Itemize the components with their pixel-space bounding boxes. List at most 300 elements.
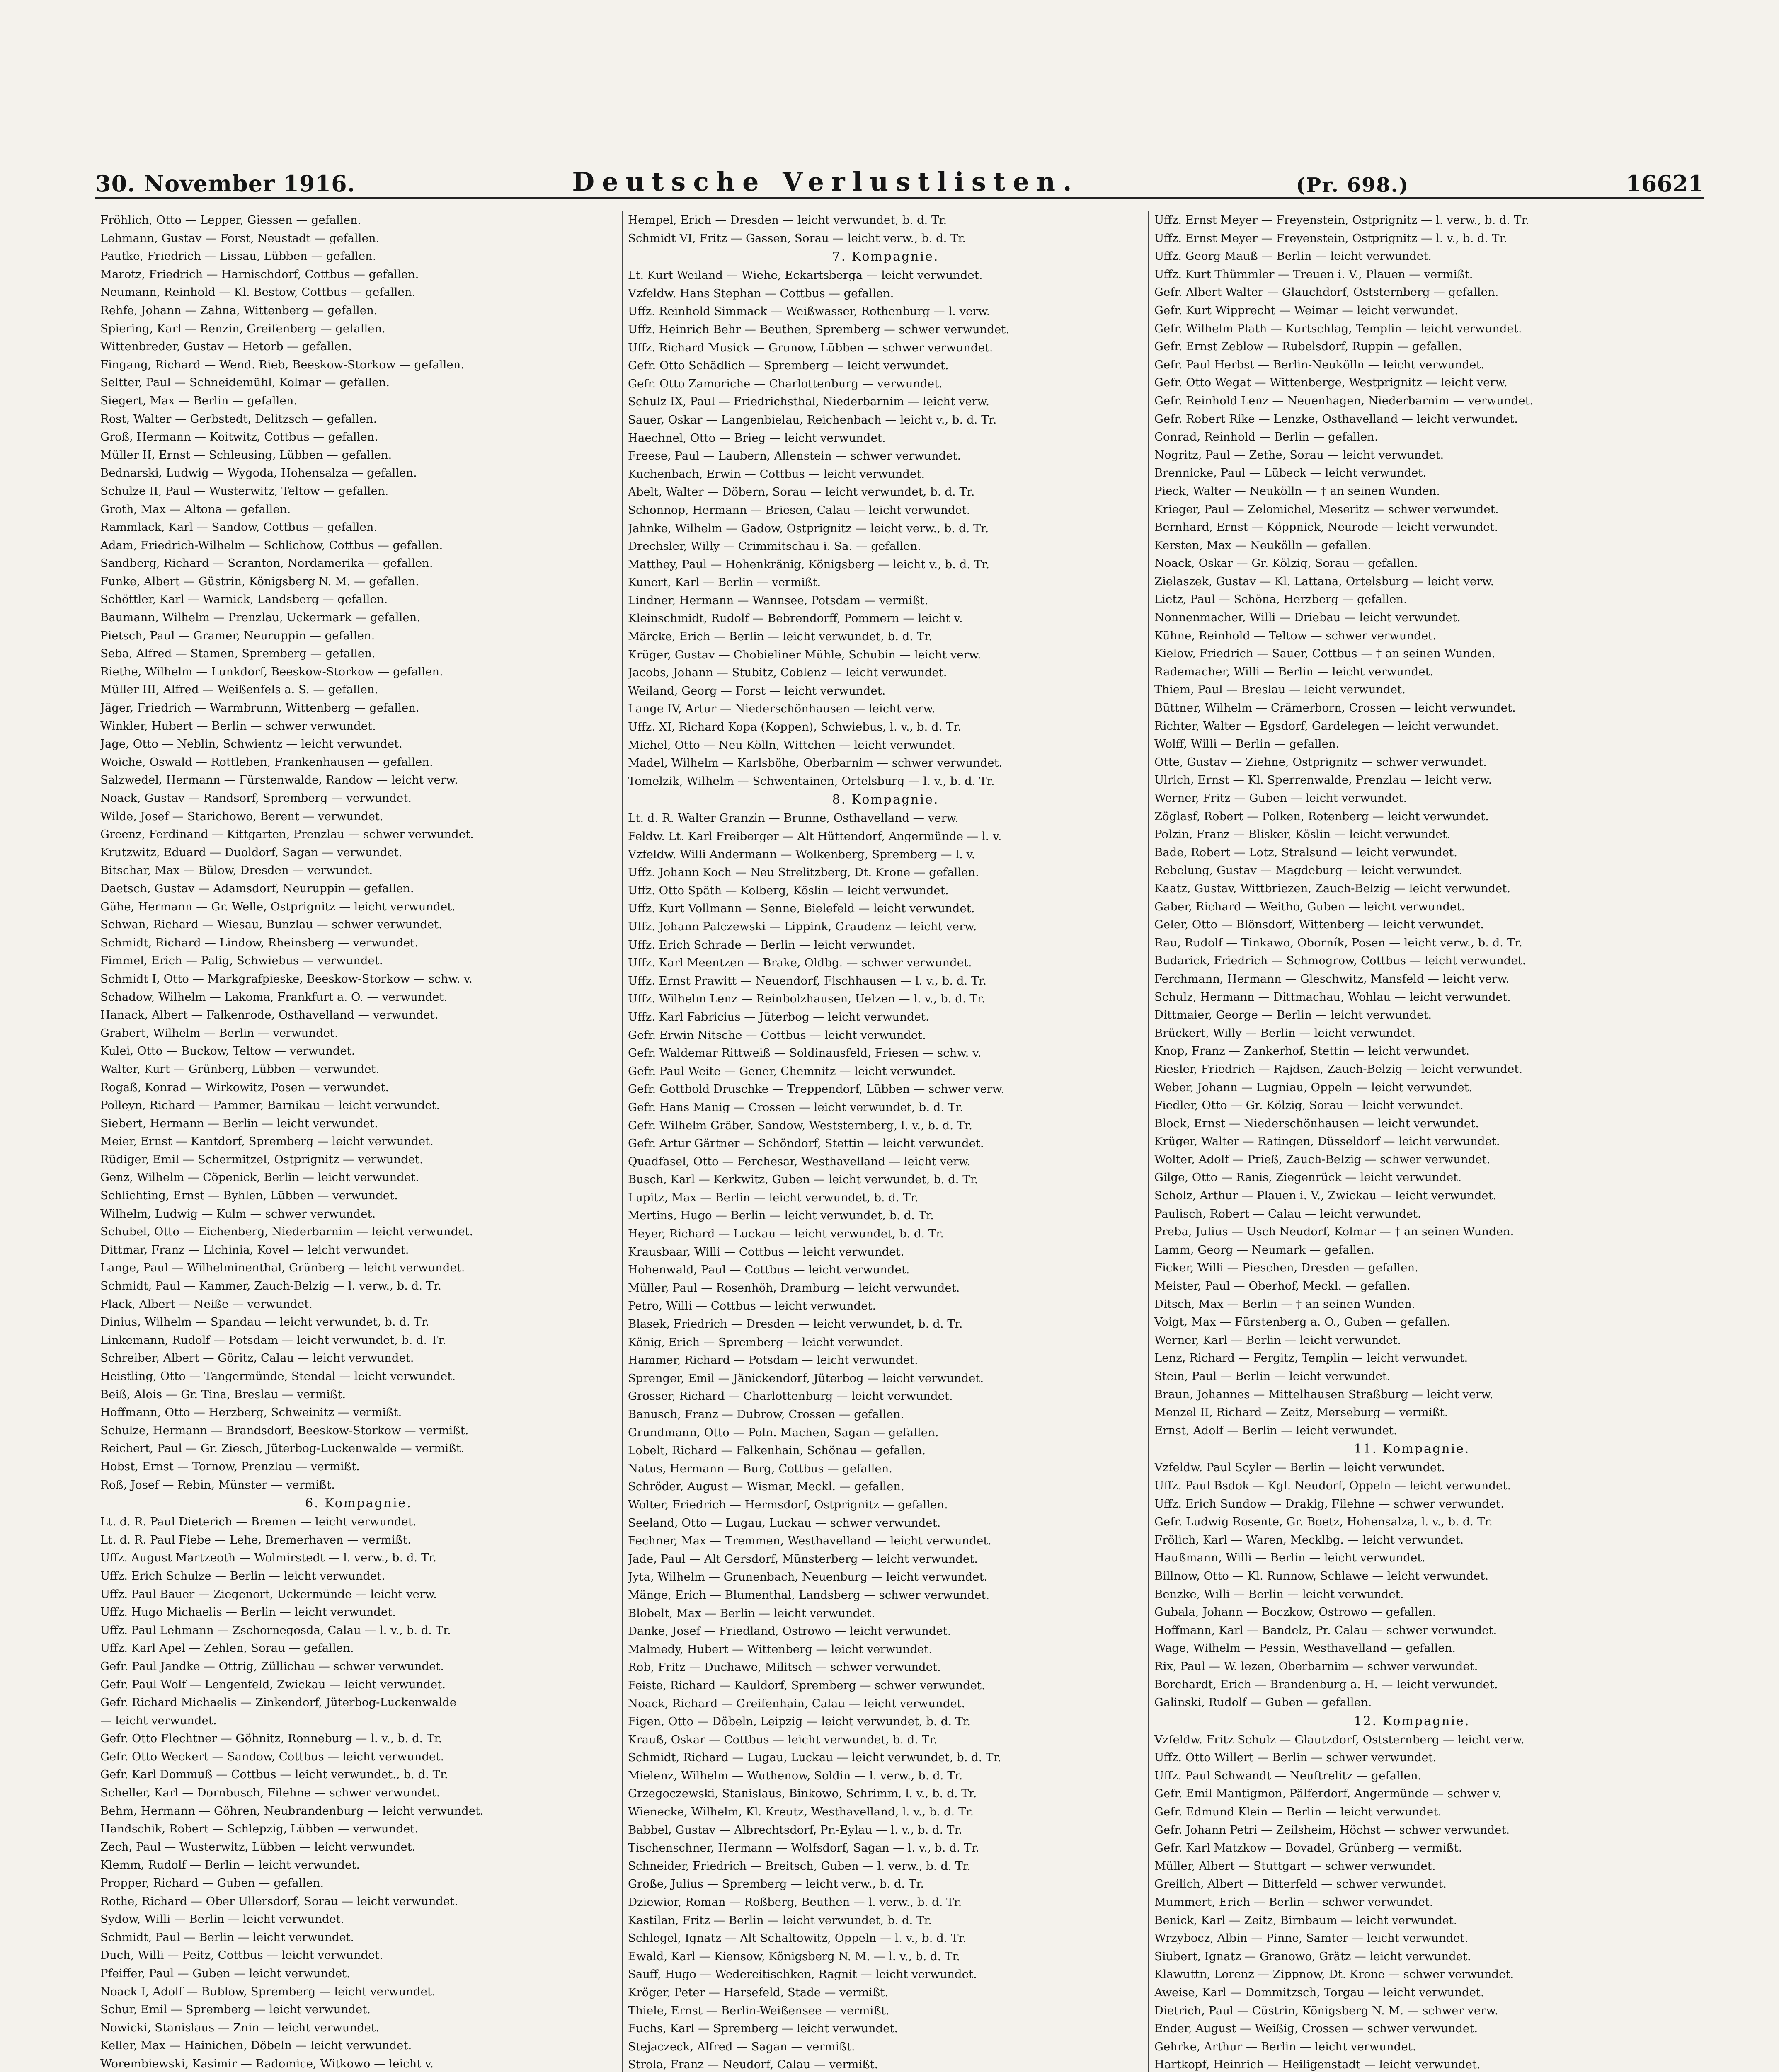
list-entry: Uffz. Hugo Michaelis — Berlin — leicht verwundet. xyxy=(100,1605,396,1619)
list-entry: Krieger, Paul — Zelomichel, Meseritz — schwer verwundet. xyxy=(1154,502,1499,516)
list-entry: Gilge, Otto — Ranis, Ziegenrück — leicht verwundet. xyxy=(1154,1171,1461,1184)
list-entry: Krutzwitz, Eduard — Duoldorf, Sagan — verwundet. xyxy=(100,845,402,859)
list-entry: Jäger, Friedrich — Warmbrunn, Wittenberg — gefallen. xyxy=(100,701,419,715)
list-entry: Woiche, Oswald — Rottleben, Frankenhausen — gefallen. xyxy=(100,755,433,769)
list-entry: Mummert, Erich — Berlin — schwer verwundet. xyxy=(1154,1895,1433,1909)
list-entry: Schreiber, Albert — Göritz, Calau — leicht verwundet. xyxy=(100,1351,414,1365)
list-entry: Lupitz, Max — Berlin — leicht verwundet, b. d. Tr. xyxy=(628,1191,919,1204)
list-entry: Heyer, Richard — Luckau — leicht verwundet, b. d. Tr. xyxy=(628,1227,944,1241)
list-entry: Michel, Otto — Neu Kölln, Wittchen — leicht verwundet. xyxy=(628,738,955,752)
list-entry: Seba, Alfred — Stamen, Spremberg — gefallen. xyxy=(100,647,376,661)
list-entry: Hobst, Ernst — Tornow, Prenzlau — vermißt. xyxy=(100,1460,360,1473)
list-entry: Müller III, Alfred — Weißenfels a. S. — gefallen. xyxy=(100,683,378,697)
list-entry: Rogaß, Konrad — Wirkowitz, Posen — verwundet. xyxy=(100,1080,389,1094)
list-entry: Kersten, Max — Neukölln — gefallen. xyxy=(1154,538,1372,552)
list-entry: Uffz. Johann Palczewski — Lippink, Graudenz — leicht verw. xyxy=(628,920,977,933)
list-entry: Gefr. Karl Dommuß — Cottbus — leicht verwundet., b. d. Tr. xyxy=(100,1768,448,1782)
list-entry: Schulz IX, Paul — Friedrichsthal, Niederbarnim — leicht verw. xyxy=(628,395,989,409)
header-page-number: 16621 xyxy=(1626,170,1704,197)
list-entry: Zech, Paul — Wusterwitz, Lübben — leicht verwundet. xyxy=(100,1840,416,1854)
list-entry: Blasek, Friedrich — Dresden — leicht verwundet, b. d. Tr. xyxy=(628,1317,963,1331)
list-entry: Rost, Walter — Gerbstedt, Delitzsch — gefallen. xyxy=(100,412,377,426)
list-entry: Gefr. Wilhelm Plath — Kurtschlag, Templin — leicht verwundet. xyxy=(1154,322,1522,335)
section-heading: 6. Kompagnie. xyxy=(305,1496,412,1511)
list-entry: Riesler, Friedrich — Rajdsen, Zauch-Belzig — leicht verwundet. xyxy=(1154,1062,1523,1076)
list-entry: Otte, Gustav — Ziehne, Ostprignitz — schwer verwundet. xyxy=(1154,755,1487,769)
list-entry: Matthey, Paul — Hohenkränig, Königsberg — leicht v., b. d. Tr. xyxy=(628,557,990,571)
list-entry: Salzwedel, Hermann — Fürstenwalde, Randow — leicht verw. xyxy=(100,773,458,787)
list-entry: Rüdiger, Emil — Schermitzel, Ostprignitz — verwundet. xyxy=(100,1152,423,1166)
list-entry: Schubel, Otto — Eichenberg, Niederbarnim — leicht verwundet. xyxy=(100,1225,473,1239)
list-entry: Beiß, Alois — Gr. Tina, Breslau — vermißt. xyxy=(100,1387,346,1401)
list-entry: Schmidt, Paul — Berlin — leicht verwundet. xyxy=(100,1930,354,1944)
list-entry: Galinski, Rudolf — Guben — gefallen. xyxy=(1154,1696,1372,1709)
list-entry: Jyta, Wilhelm — Grunenbach, Neuenburg — leicht verwundet. xyxy=(628,1570,988,1584)
list-entry: Grabert, Wilhelm — Berlin — verwundet. xyxy=(100,1026,338,1040)
list-entry: Borchardt, Erich — Brandenburg a. H. — leicht verwundet. xyxy=(1154,1677,1498,1691)
list-entry: Block, Ernst — Niederschönhausen — leicht verwundet. xyxy=(1154,1116,1479,1130)
list-entry: Braun, Johannes — Mittelhausen Straßburg — leicht verw. xyxy=(1154,1387,1493,1401)
list-entry: Rademacher, Willi — Berlin — leicht verwundet. xyxy=(1154,665,1434,678)
list-entry: Weber, Johann — Lugniau, Oppeln — leicht verwundet. xyxy=(1154,1080,1473,1094)
list-entry: Fimmel, Erich — Palig, Schwiebus — verwundet. xyxy=(100,954,383,968)
list-entry: Spiering, Karl — Renzin, Greifenberg — gefallen. xyxy=(100,322,386,335)
list-entry: Schmidt, Richard — Lindow, Rheinsberg — verwundet. xyxy=(100,936,418,949)
list-entry: Schmidt, Paul — Kammer, Zauch-Belzig — l. verw., b. d. Tr. xyxy=(100,1279,441,1293)
list-entry: Große, Julius — Spremberg — leicht verw., b. d. Tr. xyxy=(628,1877,924,1891)
list-entry: Funke, Albert — Güstrin, Königsberg N. M. — gefallen. xyxy=(100,574,419,588)
list-entry: Bitschar, Max — Bülow, Dresden — verwundet. xyxy=(100,864,373,877)
list-entry: Aweise, Karl — Dommitzsch, Torgau — leicht verwundet. xyxy=(1154,1986,1484,1999)
list-entry: Uffz. Paul Bsdok — Kgl. Neudorf, Oppeln — leicht verwundet. xyxy=(1154,1479,1511,1492)
list-entry: Figen, Otto — Döbeln, Leipzig — leicht verwundet, b. d. Tr. xyxy=(628,1715,971,1728)
list-entry: Pietsch, Paul — Gramer, Neuruppin — gefallen. xyxy=(100,629,375,642)
list-entry: Ficker, Willi — Pieschen, Dresden — gefallen. xyxy=(1154,1261,1418,1275)
list-entry: Uffz. XI, Richard Kopa (Koppen), Schwiebus, l. v., b. d. Tr. xyxy=(628,720,962,734)
list-entry: Schlegel, Ignatz — Alt Schaltowitz, Oppeln — l. v., b. d. Tr. xyxy=(628,1932,967,1945)
column-1 xyxy=(95,211,622,2072)
list-entry: Sprenger, Emil — Jänickendorf, Jüterbog — leicht verwundet. xyxy=(628,1371,984,1385)
list-entry: Fröhlich, Otto — Lepper, Giessen — gefallen. xyxy=(100,213,361,227)
list-entry: Krausbaar, Willi — Cottbus — leicht verwundet. xyxy=(628,1245,904,1259)
list-entry: Sandberg, Richard — Scranton, Nordamerika — gefallen. xyxy=(100,557,433,570)
list-entry: Genz, Wilhelm — Cöpenick, Berlin — leicht verwundet. xyxy=(100,1171,419,1184)
list-entry: Kühne, Reinhold — Teltow — schwer verwundet. xyxy=(1154,629,1436,642)
list-entry: Klemm, Rudolf — Berlin — leicht verwundet. xyxy=(100,1858,360,1872)
list-entry: Uffz. Otto Späth — Kolberg, Köslin — leicht verwundet. xyxy=(628,884,949,897)
list-entry: Uffz. Paul Bauer — Ziegenort, Uckermünde — leicht verw. xyxy=(100,1587,437,1601)
list-entry: Werner, Fritz — Guben — leicht verwundet. xyxy=(1154,792,1407,805)
list-entry: Schulze II, Paul — Wusterwitz, Teltow — gefallen. xyxy=(100,484,389,498)
list-entry: Ulrich, Ernst — Kl. Sperrenwalde, Prenzlau — leicht verw. xyxy=(1154,773,1492,787)
list-entry: Lobelt, Richard — Falkenhain, Schönau — gefallen. xyxy=(628,1444,926,1457)
list-entry: Kröger, Peter — Harsefeld, Stade — vermißt. xyxy=(628,1986,889,1999)
list-entry: Seltter, Paul — Schneidemühl, Kolmar — gefallen. xyxy=(100,376,390,390)
list-entry: Groth, Max — Altona — gefallen. xyxy=(100,502,291,516)
list-entry: Flack, Albert — Neiße — verwundet. xyxy=(100,1297,313,1311)
list-entry: Gefr. Otto Flechtner — Göhnitz, Ronneburg — l. v., b. d. Tr. xyxy=(100,1732,442,1745)
list-entry: Hanack, Albert — Falkenrode, Osthavelland — verwundet. xyxy=(100,1008,439,1022)
list-entry: Hohenwald, Paul — Cottbus — leicht verwundet. xyxy=(628,1263,910,1277)
list-entry: Conrad, Reinhold — Berlin — gefallen. xyxy=(1154,430,1378,444)
list-entry: Bednarski, Ludwig — Wygoda, Hohensalza — gefallen. xyxy=(100,466,417,480)
list-entry: Drechsler, Willy — Crimmitschau i. Sa. — gefallen. xyxy=(628,540,921,553)
list-entry: Uffz. Karl Apel — Zehlen, Sorau — gefallen. xyxy=(100,1641,354,1655)
list-entry: Uffz. Wilhelm Lenz — Reinbolzhausen, Uelzen — l. v., b. d. Tr. xyxy=(628,992,985,1006)
list-entry: Grzegoczewski, Stanislaus, Binkowo, Schrimm, l. v., b. d. Tr. xyxy=(628,1787,977,1801)
list-entry: Bernhard, Ernst — Köppnick, Neurode — leicht verwundet. xyxy=(1154,520,1498,534)
list-entry: Sauer, Oskar — Langenbielau, Reichenbach — leicht v., b. d. Tr. xyxy=(628,413,997,426)
list-entry: Wolff, Willi — Berlin — gefallen. xyxy=(1154,737,1340,751)
list-entry: Wittenbreder, Gustav — Hetorb — gefallen. xyxy=(100,340,352,353)
list-entry: Freese, Paul — Laubern, Allenstein — schwer verwundet. xyxy=(628,449,961,463)
list-entry: Brückert, Willy — Berlin — leicht verwundet. xyxy=(1154,1026,1416,1040)
list-entry: Rehfe, Johann — Zahna, Wittenberg — gefallen. xyxy=(100,303,378,317)
list-entry: Stein, Paul — Berlin — leicht verwundet. xyxy=(1154,1370,1391,1383)
list-entry: Gefr. Johann Petri — Zeilsheim, Höchst — schwer verwundet. xyxy=(1154,1823,1510,1837)
list-entry: Büttner, Wilhelm — Crämerborn, Crossen — leicht verwundet. xyxy=(1154,701,1516,715)
list-entry: Meier, Ernst — Kantdorf, Spremberg — leicht verwundet. xyxy=(100,1135,434,1148)
columns xyxy=(95,211,1704,2072)
list-entry: Wrzybocz, Albin — Pinne, Samter — leicht verwundet. xyxy=(1154,1932,1469,1945)
list-entry: Sauff, Hugo — Wedereitischken, Ragnit — leicht verwundet. xyxy=(628,1968,977,1981)
list-entry: Jacobs, Johann — Stubitz, Coblenz — leicht verwundet. xyxy=(628,666,947,680)
list-entry: Worembiewski, Kasimir — Radomice, Witkowo — leicht v. xyxy=(100,2057,434,2070)
list-entry: Noack I, Adolf — Bublow, Spremberg — leicht verwundet. xyxy=(100,1985,436,1998)
list-entry: Geler, Otto — Blönsdorf, Wittenberg — leicht verwundet. xyxy=(1154,918,1484,932)
list-entry: Fechner, Max — Tremmen, Westhavelland — leicht verwundet. xyxy=(628,1534,992,1548)
list-entry: Gubala, Johann — Boczkow, Ostrowo — gefallen. xyxy=(1154,1605,1436,1619)
list-entry: Paulisch, Robert — Calau — leicht verwundet. xyxy=(1154,1207,1421,1220)
list-entry: Uffz. Karl Fabricius — Jüterbog — leicht verwundet. xyxy=(628,1010,929,1024)
list-entry: Lt. d. R. Walter Granzin — Brunne, Osthavelland — verw. xyxy=(628,811,959,825)
list-entry: Uffz. Ernst Prawitt — Neuendorf, Fischhausen — l. v., b. d. Tr. xyxy=(628,974,987,988)
list-entry: Müller, Albert — Stuttgart — schwer verwundet. xyxy=(1154,1859,1436,1873)
list-entry: Haechnel, Otto — Brieg — leicht verwundet. xyxy=(628,431,886,445)
list-entry: Stejaczeck, Alfred — Sagan — vermißt. xyxy=(628,2040,855,2053)
list-entry: Pautke, Friedrich — Lissau, Lübben — gefallen. xyxy=(100,249,376,263)
list-entry: Quadfasel, Otto — Ferchesar, Westhavelland — leicht verw. xyxy=(628,1155,971,1168)
list-entry: Kuchenbach, Erwin — Cottbus — leicht verwundet. xyxy=(628,467,925,481)
list-entry: Kunert, Karl — Berlin — vermißt. xyxy=(628,576,821,589)
list-entry: Uffz. Erich Schulze — Berlin — leicht verwundet. xyxy=(100,1569,385,1583)
list-entry: Winkler, Hubert — Berlin — schwer verwundet. xyxy=(100,719,376,733)
list-entry: Vzfeldw. Paul Scyler — Berlin — leicht verwundet. xyxy=(1154,1461,1445,1474)
list-entry: Uffz. Ernst Meyer — Freyenstein, Ostprignitz — l. v., b. d. Tr. xyxy=(1154,231,1508,245)
list-entry: Uffz. Kurt Thümmler — Treuen i. V., Plauen — vermißt. xyxy=(1154,267,1473,281)
list-entry: Lt. Kurt Weiland — Wiehe, Eckartsberga — leicht verwundet. xyxy=(628,269,983,282)
list-entry: Handschik, Robert — Schlepzig, Lübben — verwundet. xyxy=(100,1822,418,1836)
list-entry: Gefr. Waldemar Rittweiß — Soldinausfeld, Friesen — schw. v. xyxy=(628,1046,982,1060)
section-heading: 11. Kompagnie. xyxy=(1354,1442,1470,1457)
list-entry: Wolter, Friedrich — Hermsdorf, Ostprignitz — gefallen. xyxy=(628,1498,948,1511)
list-entry: Hempel, Erich — Dresden — leicht verwundet, b. d. Tr. xyxy=(628,213,947,227)
list-entry: Wienecke, Wilhelm, Kl. Kreutz, Westhavelland, l. v., b. d. Tr. xyxy=(628,1805,974,1819)
list-entry: Feiste, Richard — Kauldorf, Spremberg — schwer verwundet. xyxy=(628,1678,985,1692)
list-entry: Wilde, Josef — Starichowo, Berent — verwundet. xyxy=(100,809,383,823)
list-entry: Nonnenmacher, Willi — Driebau — leicht verwundet. xyxy=(1154,611,1461,625)
list-entry: Wilhelm, Ludwig — Kulm — schwer verwundet. xyxy=(100,1207,376,1220)
list-entry: Schmidt VI, Fritz — Gassen, Sorau — leicht verw., b. d. Tr. xyxy=(628,231,966,245)
list-entry: Madel, Wilhelm — Karlsböhe, Oberbarnim — schwer verwundet. xyxy=(628,756,1003,770)
list-entry: Riethe, Wilhelm — Lunkdorf, Beeskow-Storkow — gefallen. xyxy=(100,665,443,678)
list-entry: Gefr. Ludwig Rosente, Gr. Boetz, Hohensalza, l. v., b. d. Tr. xyxy=(1154,1515,1493,1529)
list-entry: Pfeiffer, Paul — Guben — leicht verwundet. xyxy=(100,1967,350,1980)
list-entry: Natus, Hermann — Burg, Cottbus — gefallen. xyxy=(628,1462,893,1475)
list-entry: Voigt, Max — Fürstenberg a. O., Guben — gefallen. xyxy=(1154,1315,1451,1329)
list-entry: Linkemann, Rudolf — Potsdam — leicht verwundet, b. d. Tr. xyxy=(100,1333,446,1347)
list-entry: Noack, Oskar — Gr. Kölzig, Sorau — gefallen. xyxy=(1154,557,1418,570)
list-entry: Gefr. Kurt Wipprecht — Weimar — leicht verwundet. xyxy=(1154,303,1459,317)
list-entry: Dittmaier, George — Berlin — leicht verwundet. xyxy=(1154,1008,1432,1022)
list-entry: Behm, Hermann — Göhren, Neubrandenburg — leicht verwundet. xyxy=(100,1804,484,1818)
list-entry: Uffz. Heinrich Behr — Beuthen, Spremberg — schwer verwundet. xyxy=(628,322,1010,336)
list-entry: Noack, Gustav — Randsorf, Spremberg — verwundet. xyxy=(100,792,412,805)
list-entry: Malmedy, Hubert — Wittenberg — leicht verwundet. xyxy=(628,1642,933,1656)
list-entry: Daetsch, Gustav — Adamsdorf, Neuruppin — gefallen. xyxy=(100,881,414,895)
list-entry: Gefr. Albert Walter — Glauchdorf, Oststernberg — gefallen. xyxy=(1154,286,1499,299)
list-entry: Menzel II, Richard — Zeitz, Merseburg — vermißt. xyxy=(1154,1406,1448,1419)
list-entry: Uffz. Ernst Meyer — Freyenstein, Ostprignitz — l. verw., b. d. Tr. xyxy=(1154,213,1529,227)
list-entry: Reichert, Paul — Gr. Ziesch, Jüterbog-Luckenwalde — vermißt. xyxy=(100,1442,465,1455)
list-entry: Banusch, Franz — Dubrow, Crossen — gefallen. xyxy=(628,1408,904,1421)
list-entry: Duch, Willi — Peitz, Cottbus — leicht verwundet. xyxy=(100,1949,383,1962)
list-entry: Petro, Willi — Cottbus — leicht verwundet. xyxy=(628,1299,876,1313)
list-entry: Busch, Karl — Kerkwitz, Guben — leicht verwundet, b. d. Tr. xyxy=(628,1173,978,1186)
list-entry: Seeland, Otto — Lugau, Luckau — schwer verwundet. xyxy=(628,1516,941,1530)
list-entry: Gefr. Otto Zamoriche — Charlottenburg — verwundet. xyxy=(628,377,943,390)
header-date: 30. November 1916. xyxy=(95,170,356,197)
list-entry: Meister, Paul — Oberhof, Meckl. — gefallen. xyxy=(1154,1279,1411,1293)
list-entry: Wage, Wilhelm — Pessin, Westhavelland — gefallen. xyxy=(1154,1641,1456,1655)
list-entry: Ender, August — Weißig, Crossen — schwer verwundet. xyxy=(1154,2022,1478,2036)
list-entry: Gefr. Gottbold Druschke — Treppendorf, Lübben — schwer verw. xyxy=(628,1082,1004,1096)
list-entry: Gefr. Emil Mantigmon, Pälferdorf, Angermünde — schwer v. xyxy=(1154,1787,1501,1801)
list-entry: Greenz, Ferdinand — Kittgarten, Prenzlau — schwer verwundet. xyxy=(100,828,474,841)
list-entry: Fingang, Richard — Wend. Rieb, Beeskow-Storkow — gefallen. xyxy=(100,358,465,371)
list-entry: Rammlack, Karl — Sandow, Cottbus — gefallen. xyxy=(100,520,378,534)
list-entry: Thiele, Ernst — Berlin-Weißensee — vermißt. xyxy=(628,2004,890,2017)
section-heading: 7. Kompagnie. xyxy=(832,249,939,264)
list-entry: Walter, Kurt — Grünberg, Lübben — verwundet. xyxy=(100,1062,380,1076)
list-entry: Gefr. Paul Wolf — Lengenfeld, Zwickau — leicht verwundet. xyxy=(100,1677,446,1691)
list-entry: Uffz. Karl Meentzen — Brake, Oldbg. — schwer verwundet. xyxy=(628,956,972,970)
list-entry: — leicht verwundet. xyxy=(100,1714,217,1727)
list-entry: Gehrke, Arthur — Berlin — leicht verwundet. xyxy=(1154,2040,1416,2053)
list-entry: Hoffmann, Karl — Bandelz, Pr. Calau — schwer verwundet. xyxy=(1154,1623,1497,1637)
list-entry: Krauß, Oskar — Cottbus — leicht verwundet, b. d. Tr. xyxy=(628,1733,938,1746)
list-entry: Dietrich, Paul — Cüstrin, Königsberg N. M. — schwer verw. xyxy=(1154,2004,1498,2017)
list-entry: Mielenz, Wilhelm — Wuthenow, Soldin — l. verw., b. d. Tr. xyxy=(628,1769,963,1782)
list-entry: Mertins, Hugo — Berlin — leicht verwundet, b. d. Tr. xyxy=(628,1209,934,1222)
list-entry: Fuchs, Karl — Spremberg — leicht verwundet. xyxy=(628,2022,898,2036)
list-entry: Polleyn, Richard — Pammer, Barnikau — leicht verwundet. xyxy=(100,1099,440,1112)
list-entry: Uffz. Johann Koch — Neu Strelitzberg, Dt. Krone — gefallen. xyxy=(628,866,979,879)
list-entry: Ferchmann, Hermann — Gleschwitz, Mansfeld — leicht verw. xyxy=(1154,972,1510,985)
list-entry: Uffz. Reinhold Simmack — Weißwasser, Rothenburg — l. verw. xyxy=(628,305,990,318)
list-entry: Gühe, Hermann — Gr. Welle, Ostprignitz — leicht verwundet. xyxy=(100,900,456,913)
list-entry: Krüger, Walter — Ratingen, Düsseldorf — leicht verwundet. xyxy=(1154,1135,1500,1148)
list-entry: Schröder, August — Wismar, Meckl. — gefallen. xyxy=(628,1480,904,1493)
list-entry: Lt. d. R. Paul Dieterich — Bremen — leicht verwundet. xyxy=(100,1515,417,1529)
list-entry: Kastilan, Fritz — Berlin — leicht verwundet, b. d. Tr. xyxy=(628,1913,932,1927)
list-entry: Lamm, Georg — Neumark — gefallen. xyxy=(1154,1243,1374,1256)
list-entry: Polzin, Franz — Blisker, Köslin — leicht verwundet. xyxy=(1154,828,1451,841)
list-entry: Babbel, Gustav — Albrechtsdorf, Pr.-Eylau — l. v., b. d. Tr. xyxy=(628,1823,962,1837)
list-entry: Grundmann, Otto — Poln. Machen, Sagan — gefallen. xyxy=(628,1426,939,1439)
list-entry: Gefr. Otto Weckert — Sandow, Cottbus — leicht verwundet. xyxy=(100,1750,444,1763)
list-entry: Benick, Karl — Zeitz, Birnbaum — leicht verwundet. xyxy=(1154,1913,1457,1927)
list-entry: Adam, Friedrich-Wilhelm — Schlichow, Cottbus — gefallen. xyxy=(100,538,443,552)
list-entry: Gefr. Reinhold Lenz — Neuenhagen, Niederbarnim — verwundet. xyxy=(1154,394,1534,407)
list-entry: Vzfeldw. Hans Stephan — Cottbus — gefallen. xyxy=(628,286,894,300)
list-entry: Kleinschmidt, Rudolf — Bebrendorff, Pommern — leicht v. xyxy=(628,612,963,625)
list-entry: Rob, Fritz — Duchawe, Militsch — schwer verwundet. xyxy=(628,1661,941,1674)
list-entry: Schadow, Wilhelm — Lakoma, Frankfurt a. O. — verwundet. xyxy=(100,990,448,1004)
list-entry: Jade, Paul — Alt Gersdorf, Münsterberg — leicht verwundet. xyxy=(628,1552,978,1566)
list-entry: Wolter, Adolf — Prieß, Zauch-Belzig — schwer verwundet. xyxy=(1154,1152,1491,1166)
list-entry: Siubert, Ignatz — Granowo, Grätz — leicht verwundet. xyxy=(1154,1949,1471,1963)
list-entry: Uffz. Paul Lehmann — Zschornegosda, Calau — l. v., b. d. Tr. xyxy=(100,1623,451,1637)
list-entry: Kaatz, Gustav, Wittbriezen, Zauch-Belzig — leicht verwundet. xyxy=(1154,881,1510,895)
list-entry: Siegert, Max — Berlin — gefallen. xyxy=(100,394,298,407)
list-entry: Rebelung, Gustav — Magdeburg — leicht verwundet. xyxy=(1154,864,1463,877)
list-entry: Keller, Max — Hainichen, Döbeln — leicht verwundet. xyxy=(100,2039,412,2053)
list-entry: Danke, Josef — Friedland, Ostrowo — leicht verwundet. xyxy=(628,1624,951,1638)
list-entry: Schmidt I, Otto — Markgrafpieske, Beeskow-Storkow — schw. v. xyxy=(100,972,473,985)
list-entry: Feldw. Lt. Karl Freiberger — Alt Hüttendorf, Angermünde — l. v. xyxy=(628,830,1002,843)
list-entry: Scholz, Arthur — Plauen i. V., Zwickau — leicht verwundet. xyxy=(1154,1189,1497,1203)
list-entry: Gefr. Paul Herbst — Berlin-Neukölln — leicht verwundet. xyxy=(1154,358,1485,371)
list-entry: Gefr. Paul Weite — Gener, Chemnitz — leicht verwundet. xyxy=(628,1064,956,1078)
list-entry: Gefr. Robert Rike — Lenzke, Osthavelland — leicht verwundet. xyxy=(1154,412,1518,426)
list-entry: Uffz. Kurt Vollmann — Senne, Bielefeld — leicht verwundet. xyxy=(628,902,975,915)
list-entry: Noack, Richard — Greifenhain, Calau — leicht verwundet. xyxy=(628,1697,965,1710)
list-entry: Schlichting, Ernst — Byhlen, Lübben — verwundet. xyxy=(100,1189,398,1203)
list-entry: Schulze, Hermann — Brandsdorf, Beeskow-Storkow — vermißt. xyxy=(100,1423,469,1437)
list-entry: Schwan, Richard — Wiesau, Bunzlau — schwer verwundet. xyxy=(100,918,442,932)
list-entry: Nowicki, Stanislaus — Znin — leicht verwundet. xyxy=(100,2021,379,2034)
list-entry: Schöttler, Karl — Warnick, Landsberg — gefallen. xyxy=(100,593,388,606)
list-entry: Knop, Franz — Zankerhof, Stettin — leicht verwundet. xyxy=(1154,1044,1470,1058)
list-entry: Gaber, Richard — Weitho, Guben — leicht verwundet. xyxy=(1154,900,1465,913)
list-entry: Tomelzik, Wilhelm — Schwentainen, Ortelsburg — l. v., b. d. Tr. xyxy=(628,774,995,788)
list-entry: Abelt, Walter — Döbern, Sorau — leicht verwundet, b. d. Tr. xyxy=(628,485,975,499)
list-entry: Ernst, Adolf — Berlin — leicht verwundet. xyxy=(1154,1423,1397,1437)
list-entry: Schur, Emil — Spremberg — leicht verwundet. xyxy=(100,2003,371,2016)
list-entry: Gefr. Wilhelm Gräber, Sandow, Weststernberg, l. v., b. d. Tr. xyxy=(628,1118,972,1132)
column-3 xyxy=(1148,211,1675,2072)
list-entry: Müller II, Ernst — Schleusing, Lübben — gefallen. xyxy=(100,448,392,462)
list-entry: Greilich, Albert — Bitterfeld — schwer verwundet. xyxy=(1154,1877,1447,1891)
list-entry: Lange IV, Artur — Niederschönhausen — leicht verw. xyxy=(628,702,936,716)
list-entry: Siebert, Hermann — Berlin — leicht verwundet. xyxy=(100,1116,378,1130)
list-entry: Uffz. Erich Sundow — Drakig, Filehne — schwer verwundet. xyxy=(1154,1497,1504,1510)
list-entry: Grosser, Richard — Charlottenburg — leicht verwundet. xyxy=(628,1389,953,1403)
list-entry: Rothe, Richard — Ober Ullersdorf, Sorau — leicht verwundet. xyxy=(100,1894,458,1908)
list-entry: Haußmann, Willi — Berlin — leicht verwundet. xyxy=(1154,1551,1426,1565)
list-entry: Zöglasf, Robert — Polken, Rotenberg — leicht verwundet. xyxy=(1154,809,1489,823)
list-entry: Uffz. August Martzeoth — Wolmirstedt — l. verw., b. d. Tr. xyxy=(100,1551,437,1565)
list-entry: Sydow, Willi — Berlin — leicht verwundet. xyxy=(100,1912,344,1926)
list-entry: Richter, Walter — Egsdorf, Gardelegen — leicht verwundet. xyxy=(1154,719,1499,733)
list-entry: Baumann, Wilhelm — Prenzlau, Uckermark — gefallen. xyxy=(100,611,421,625)
list-entry: Uffz. Georg Mauß — Berlin — leicht verwundet. xyxy=(1154,249,1432,263)
list-entry: Kielow, Friedrich — Sauer, Cottbus — † an seinen Wunden. xyxy=(1154,647,1495,661)
list-entry: Rix, Paul — W. lezen, Oberbarnim — schwer verwundet. xyxy=(1154,1659,1478,1673)
header-title: Deutsche Verlustlisten. xyxy=(572,167,1079,197)
list-entry: Budarick, Friedrich — Schmogrow, Cottbus — leicht verwundet. xyxy=(1154,954,1526,968)
list-entry: Neumann, Reinhold — Kl. Bestow, Cottbus — gefallen. xyxy=(100,286,416,299)
list-entry: Frölich, Karl — Waren, Mecklbg. — leicht verwundet. xyxy=(1154,1533,1464,1547)
list-entry: Lenz, Richard — Fergitz, Templin — leicht verwundet. xyxy=(1154,1351,1468,1365)
list-entry: Weiland, Georg — Forst — leicht verwundet. xyxy=(628,684,886,697)
section-heading: 8. Kompagnie. xyxy=(832,792,939,807)
list-entry: Gefr. Otto Wegat — Wittenberge, Westprignitz — leicht verw. xyxy=(1154,376,1508,390)
list-entry: Blobelt, Max — Berlin — leicht verwundet. xyxy=(628,1606,875,1620)
list-entry: Scheller, Karl — Dornbusch, Filehne — schwer verwundet. xyxy=(100,1786,440,1800)
list-entry: Jahnke, Wilhelm — Gadow, Ostprignitz — leicht verw., b. d. Tr. xyxy=(628,521,989,535)
list-entry: Werner, Karl — Berlin — leicht verwundet. xyxy=(1154,1333,1401,1347)
list-entry: Krüger, Gustav — Chobieliner Mühle, Schubin — leicht verw. xyxy=(628,648,981,661)
list-entry: Lehmann, Gustav — Forst, Neustadt — gefallen. xyxy=(100,231,380,245)
list-entry: Groß, Hermann — Koitwitz, Cottbus — gefallen. xyxy=(100,430,378,444)
page-header xyxy=(95,157,1704,199)
list-entry: Schulz, Hermann — Dittmachau, Wohlau — leicht verwundet. xyxy=(1154,990,1511,1004)
list-entry: Gefr. Hans Manig — Crossen — leicht verwundet, b. d. Tr. xyxy=(628,1100,964,1114)
list-entry: Klawuttn, Lorenz — Zippnow, Dt. Krone — schwer verwundet. xyxy=(1154,1968,1514,1981)
header-issue: (Pr. 698.) xyxy=(1296,174,1409,197)
list-entry: Vzfeldw. Fritz Schulz — Glautzdorf, Oststernberg — leicht verw. xyxy=(1154,1733,1525,1746)
list-entry: Gefr. Richard Michaelis — Zinkendorf, Jüterbog-Luckenwalde xyxy=(100,1696,457,1709)
list-entry: Hartkopf, Heinrich — Heiligenstadt — leicht verwundet. xyxy=(1154,2058,1481,2072)
list-entry: Lietz, Paul — Schöna, Herzberg — gefallen. xyxy=(1154,593,1407,606)
list-entry: Benzke, Willi — Berlin — leicht verwundet. xyxy=(1154,1587,1404,1601)
list-entry: Rau, Rudolf — Tinkawo, Oborník, Posen — leicht verw., b. d. Tr. xyxy=(1154,936,1523,949)
list-entry: Zielaszek, Gustav — Kl. Lattana, Ortelsburg — leicht verw. xyxy=(1154,574,1494,588)
list-entry: Lange, Paul — Wilhelminenthal, Grünberg — leicht verwundet. xyxy=(100,1261,465,1275)
list-entry: Gefr. Otto Schädlich — Spremberg — leicht verwundet. xyxy=(628,359,949,373)
list-entry: Fiedler, Otto — Gr. Kölzig, Sorau — leicht verwundet. xyxy=(1154,1099,1464,1112)
list-entry: Uffz. Richard Musick — Grunow, Lübben — schwer verwundet. xyxy=(628,341,993,354)
list-entry: Marotz, Friedrich — Harnischdorf, Cottbus — gefallen. xyxy=(100,267,419,281)
list-entry: Dziewior, Roman — Roßberg, Beuthen — l. verw., b. d. Tr. xyxy=(628,1895,962,1909)
list-entry: Uffz. Erich Schrade — Berlin — leicht verwundet. xyxy=(628,938,916,951)
list-entry: Mänge, Erich — Blumenthal, Landsberg — schwer verwundet. xyxy=(628,1588,990,1602)
list-entry: Gefr. Edmund Klein — Berlin — leicht verwundet. xyxy=(1154,1805,1442,1819)
column-2 xyxy=(622,211,1148,2072)
list-entry: Gefr. Artur Gärtner — Schöndorf, Stettin — leicht verwundet. xyxy=(628,1137,984,1150)
list-entry: Billnow, Otto — Kl. Runnow, Schlawe — leicht verwundet. xyxy=(1154,1569,1489,1583)
list-entry: Schonnop, Hermann — Briesen, Calau — leicht verwundet. xyxy=(628,503,970,517)
list-entry: Uffz. Otto Willert — Berlin — schwer verwundet. xyxy=(1154,1751,1437,1765)
list-entry: Gefr. Paul Jandke — Ottrig, Züllichau — schwer verwundet. xyxy=(100,1659,444,1673)
list-entry: Hammer, Richard — Potsdam — leicht verwundet. xyxy=(628,1353,918,1367)
list-entry: Nogritz, Paul — Zethe, Sorau — leicht verwundet. xyxy=(1154,448,1444,462)
list-entry: Bade, Robert — Lotz, Stralsund — leicht verwundet. xyxy=(1154,845,1457,859)
list-entry: Preba, Julius — Usch Neudorf, Kolmar — † an seinen Wunden. xyxy=(1154,1225,1514,1239)
list-entry: König, Erich — Spremberg — leicht verwundet. xyxy=(628,1335,903,1349)
list-entry: Ewald, Karl — Kiensow, Königsberg N. M. — l. v., b. d. Tr. xyxy=(628,1949,960,1963)
newspaper-page xyxy=(95,157,1704,2072)
list-entry: Tischenschner, Hermann — Wolfsdorf, Sagan — l. v., b. d. Tr. xyxy=(628,1841,979,1855)
list-entry: Heistling, Otto — Tangermünde, Stendal — leicht verwundet. xyxy=(100,1370,456,1383)
list-entry: Kulei, Otto — Buckow, Teltow — verwundet. xyxy=(100,1044,355,1058)
list-entry: Gefr. Ernst Zeblow — Rubelsdorf, Ruppin — gefallen. xyxy=(1154,340,1462,353)
list-entry: Hoffmann, Otto — Herzberg, Schweinitz — vermißt. xyxy=(100,1406,402,1419)
list-entry: Gefr. Erwin Nitsche — Cottbus — leicht verwundet. xyxy=(628,1028,926,1042)
list-entry: Brennicke, Paul — Lübeck — leicht verwundet. xyxy=(1154,466,1427,480)
